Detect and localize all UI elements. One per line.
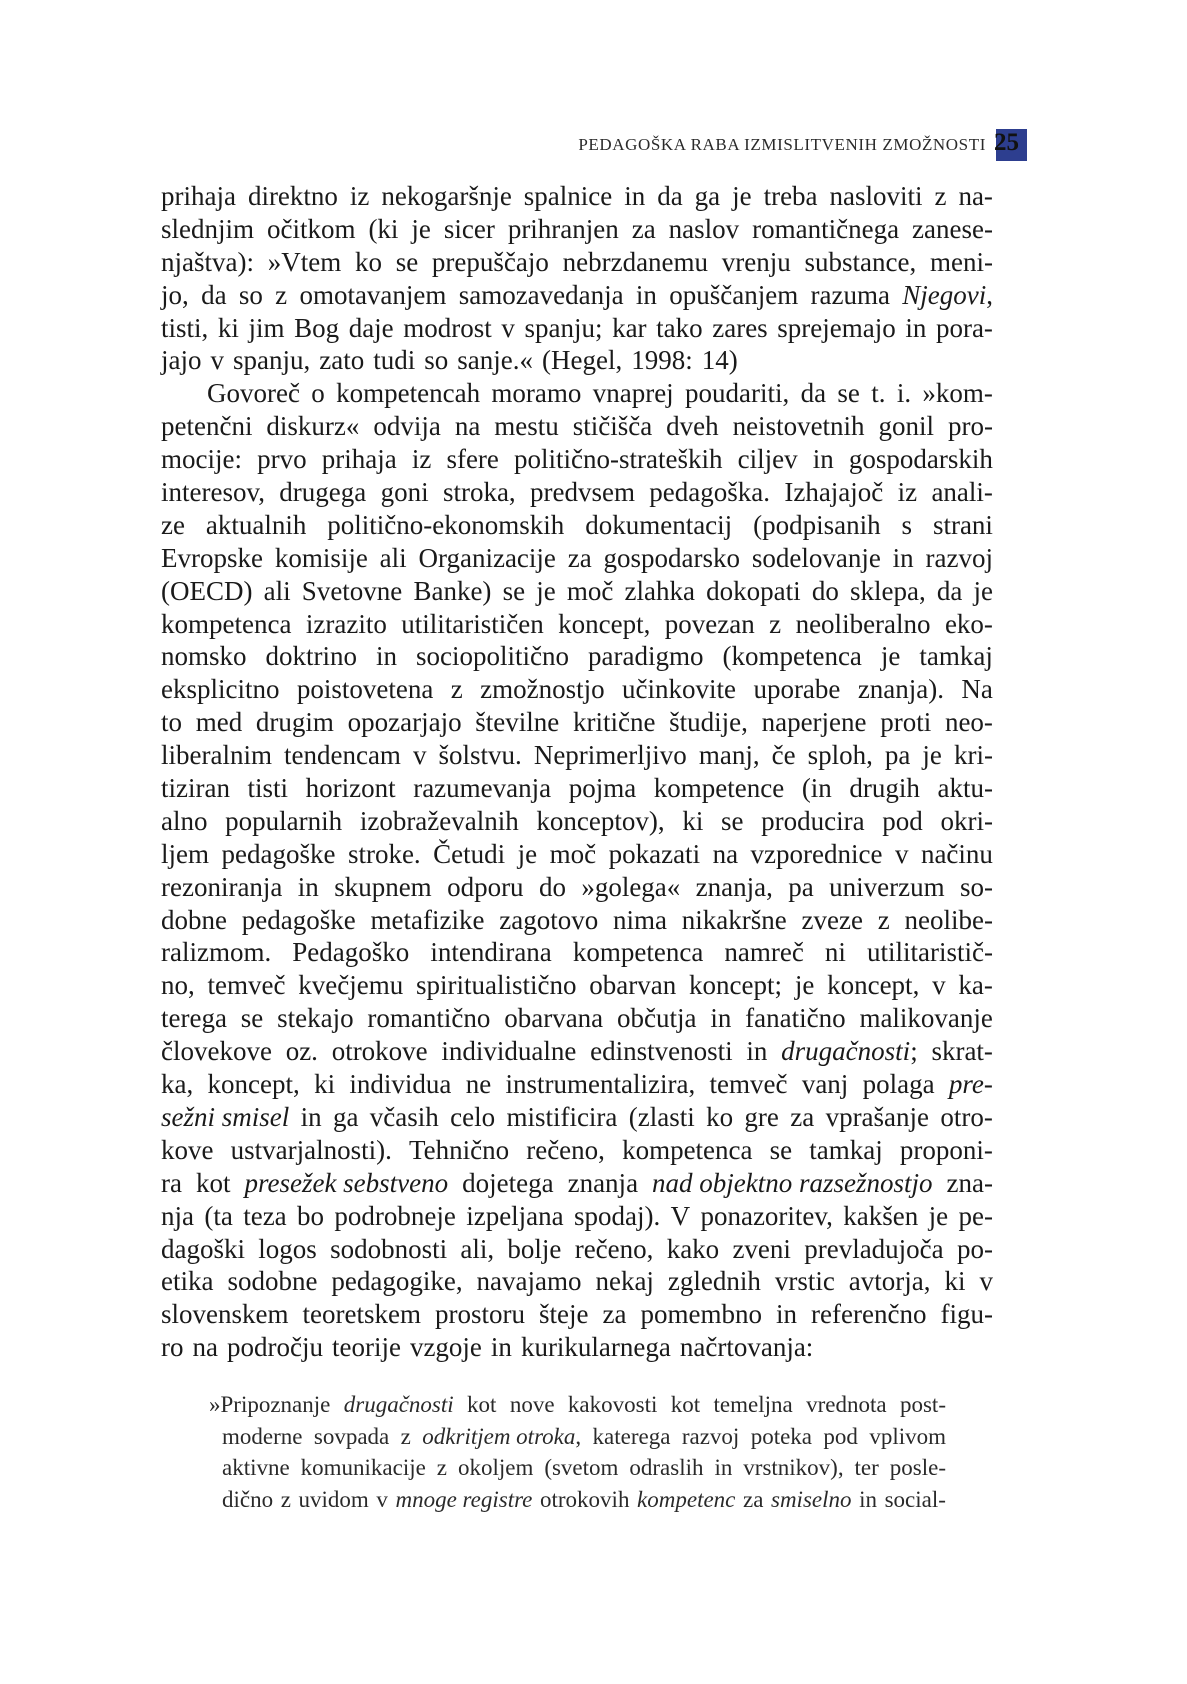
main-text	[161, 180, 993, 1364]
text-line: Govoreč o kompetencah moramo vnaprej poudariti, da se t. i. »kom-	[207, 378, 993, 409]
text-line: dagoški logos sodobnosti ali, bolje rečeno, kako zveni prevladujoča po-	[161, 1233, 993, 1264]
text-line: kove ustvarjalnosti). Tehnično rečeno, kompetenca se tamkaj proponi-	[161, 1134, 993, 1165]
text-line: človekove oz. otrokove individualne edinstvenosti in drugačnosti; skrat-	[161, 1036, 993, 1067]
text-line: njaštva): »Vtem ko se prepuščajo nebrzdanemu vrenju substance, meni-	[161, 246, 993, 277]
paragraph-2	[161, 377, 993, 1364]
text-line: nomsko doktrino in sociopolitično paradigmo (kompetenca je tamkaj	[161, 641, 993, 672]
text-line: liberalnim tendencam v šolstvu. Neprimerljivo manj, če sploh, pa je kri-	[161, 740, 993, 771]
text-line: ro na področju teorije vzgoje in kurikularnega načrtovanja:	[161, 1332, 814, 1363]
text-line: jajo v spanju, zato tudi so sanje.« (Hegel, 1998: 14)	[161, 345, 738, 376]
text-line: prihaja direktno iz nekogaršnje spalnice in da ga je treba nasloviti z na-	[161, 181, 993, 211]
text-line: interesov, drugega goni stroka, predvsem pedagoška. Izhajajoč iz anali-	[161, 477, 993, 508]
text-line: ralizmom. Pedagoško intendirana kompetenca namreč ni utilitaristič-	[161, 937, 993, 968]
text-line: dobne pedagoške metafizike zagotovo nima nikakršne zveze z neolibe-	[161, 904, 993, 935]
text-line: terega se stekajo romantično obarvana občutja in fanatično malikovanje	[161, 1003, 993, 1034]
text-line: ka, koncept, ki individua ne instrumentalizira, temveč vanj polaga pre-	[161, 1069, 993, 1100]
text-line: kompetenca izrazito utilitarističen koncept, povezan z neoliberalno eko-	[161, 608, 993, 639]
text-line: no, temveč kvečjemu spiritualistično obarvan koncept; je koncept, v ka-	[161, 970, 993, 1001]
text-line: »Pripoznanje drugačnosti kot nove kakovosti kot temeljna vrednota post-	[209, 1392, 946, 1417]
text-line: dično z uvidom v mnoge registre otrokovih kompetenc za smiselno in social-	[222, 1486, 946, 1512]
text-line: tisti, ki jim Bog daje modrost v spanju; kar tako zares sprejemajo in pora-	[161, 312, 993, 343]
text-line: etika sodobne pedagogike, navajamo nekaj zglednih vrstic avtorja, ki v	[161, 1266, 993, 1297]
text-line: petenčni diskurz« odvija na mestu stičišča dveh neistovetnih gonil pro-	[161, 411, 993, 442]
text-line: aktivne komunikacije z okoljem (svetom odraslih in vrstnikov), ter posle-	[222, 1455, 946, 1481]
text-line: Evropske komisije ali Organizacije za gospodarsko sodelovanje in razvoj	[161, 542, 993, 573]
text-line: to med drugim opozarjajo številne kritične študije, naperjene proti neo-	[161, 707, 993, 738]
text-line: moderne sovpada z odkritjem otroka, katerega razvoj poteka pod vplivom	[222, 1423, 946, 1449]
text-line: eksplicitno poistovetena z zmožnostjo učinkovite uporabe znanja). Na	[161, 674, 993, 705]
text-line: ze aktualnih politično-ekonomskih dokumentacij (podpisanih s strani	[161, 509, 993, 540]
text-line: ljem pedagoške stroke. Četudi je moč pokazati na vzporednice v načinu	[161, 838, 993, 869]
page-number: 25	[994, 129, 1019, 156]
text-line: slovenskem teoretskem prostoru šteje za pomembno in referenčno figu-	[161, 1299, 993, 1330]
text-line: sežni smisel in ga včasih celo mistificira (zlasti ko gre za vprašanje otro-	[161, 1101, 993, 1132]
text-line: mocije: prvo prihaja iz sfere politično-strateških ciljev in gospodarskih	[161, 444, 993, 475]
text-line: tiziran tisti horizont razumevanja pojma kompetence (in drugih aktu-	[161, 773, 993, 804]
paragraph-1	[161, 180, 993, 377]
text-line: alno popularnih izobraževalnih konceptov), ki se producira pod okri-	[161, 805, 993, 836]
text-line: nja (ta teza bo podrobneje izpeljana spodaj). V ponazoritev, kakšen je pe-	[161, 1200, 993, 1231]
text-line: rezoniranja in skupnem odporu do »golega« znanja, pa univerzum so-	[161, 871, 993, 902]
text-line: ra kot presežek sebstveno dojetega znanja nad objektno razsežnostjo zna-	[161, 1167, 993, 1198]
block-quote	[209, 1389, 946, 1515]
running-head	[578, 128, 1027, 162]
text-line: slednjim očitkom (ki je sicer prihranjen za naslov romantičnega zanese-	[161, 213, 993, 244]
text-line: (OECD) ali Svetovne Banke) se je moč zlahka dokopati do sklepa, da je	[161, 575, 993, 606]
text-line: jo, da so z omotavanjem samozavedanja in opuščanjem razuma Njegovi,	[161, 279, 993, 310]
running-head-title: PEDAGOŠKA RABA IZMISLITVENIH ZMOŽNOSTI	[578, 135, 986, 154]
